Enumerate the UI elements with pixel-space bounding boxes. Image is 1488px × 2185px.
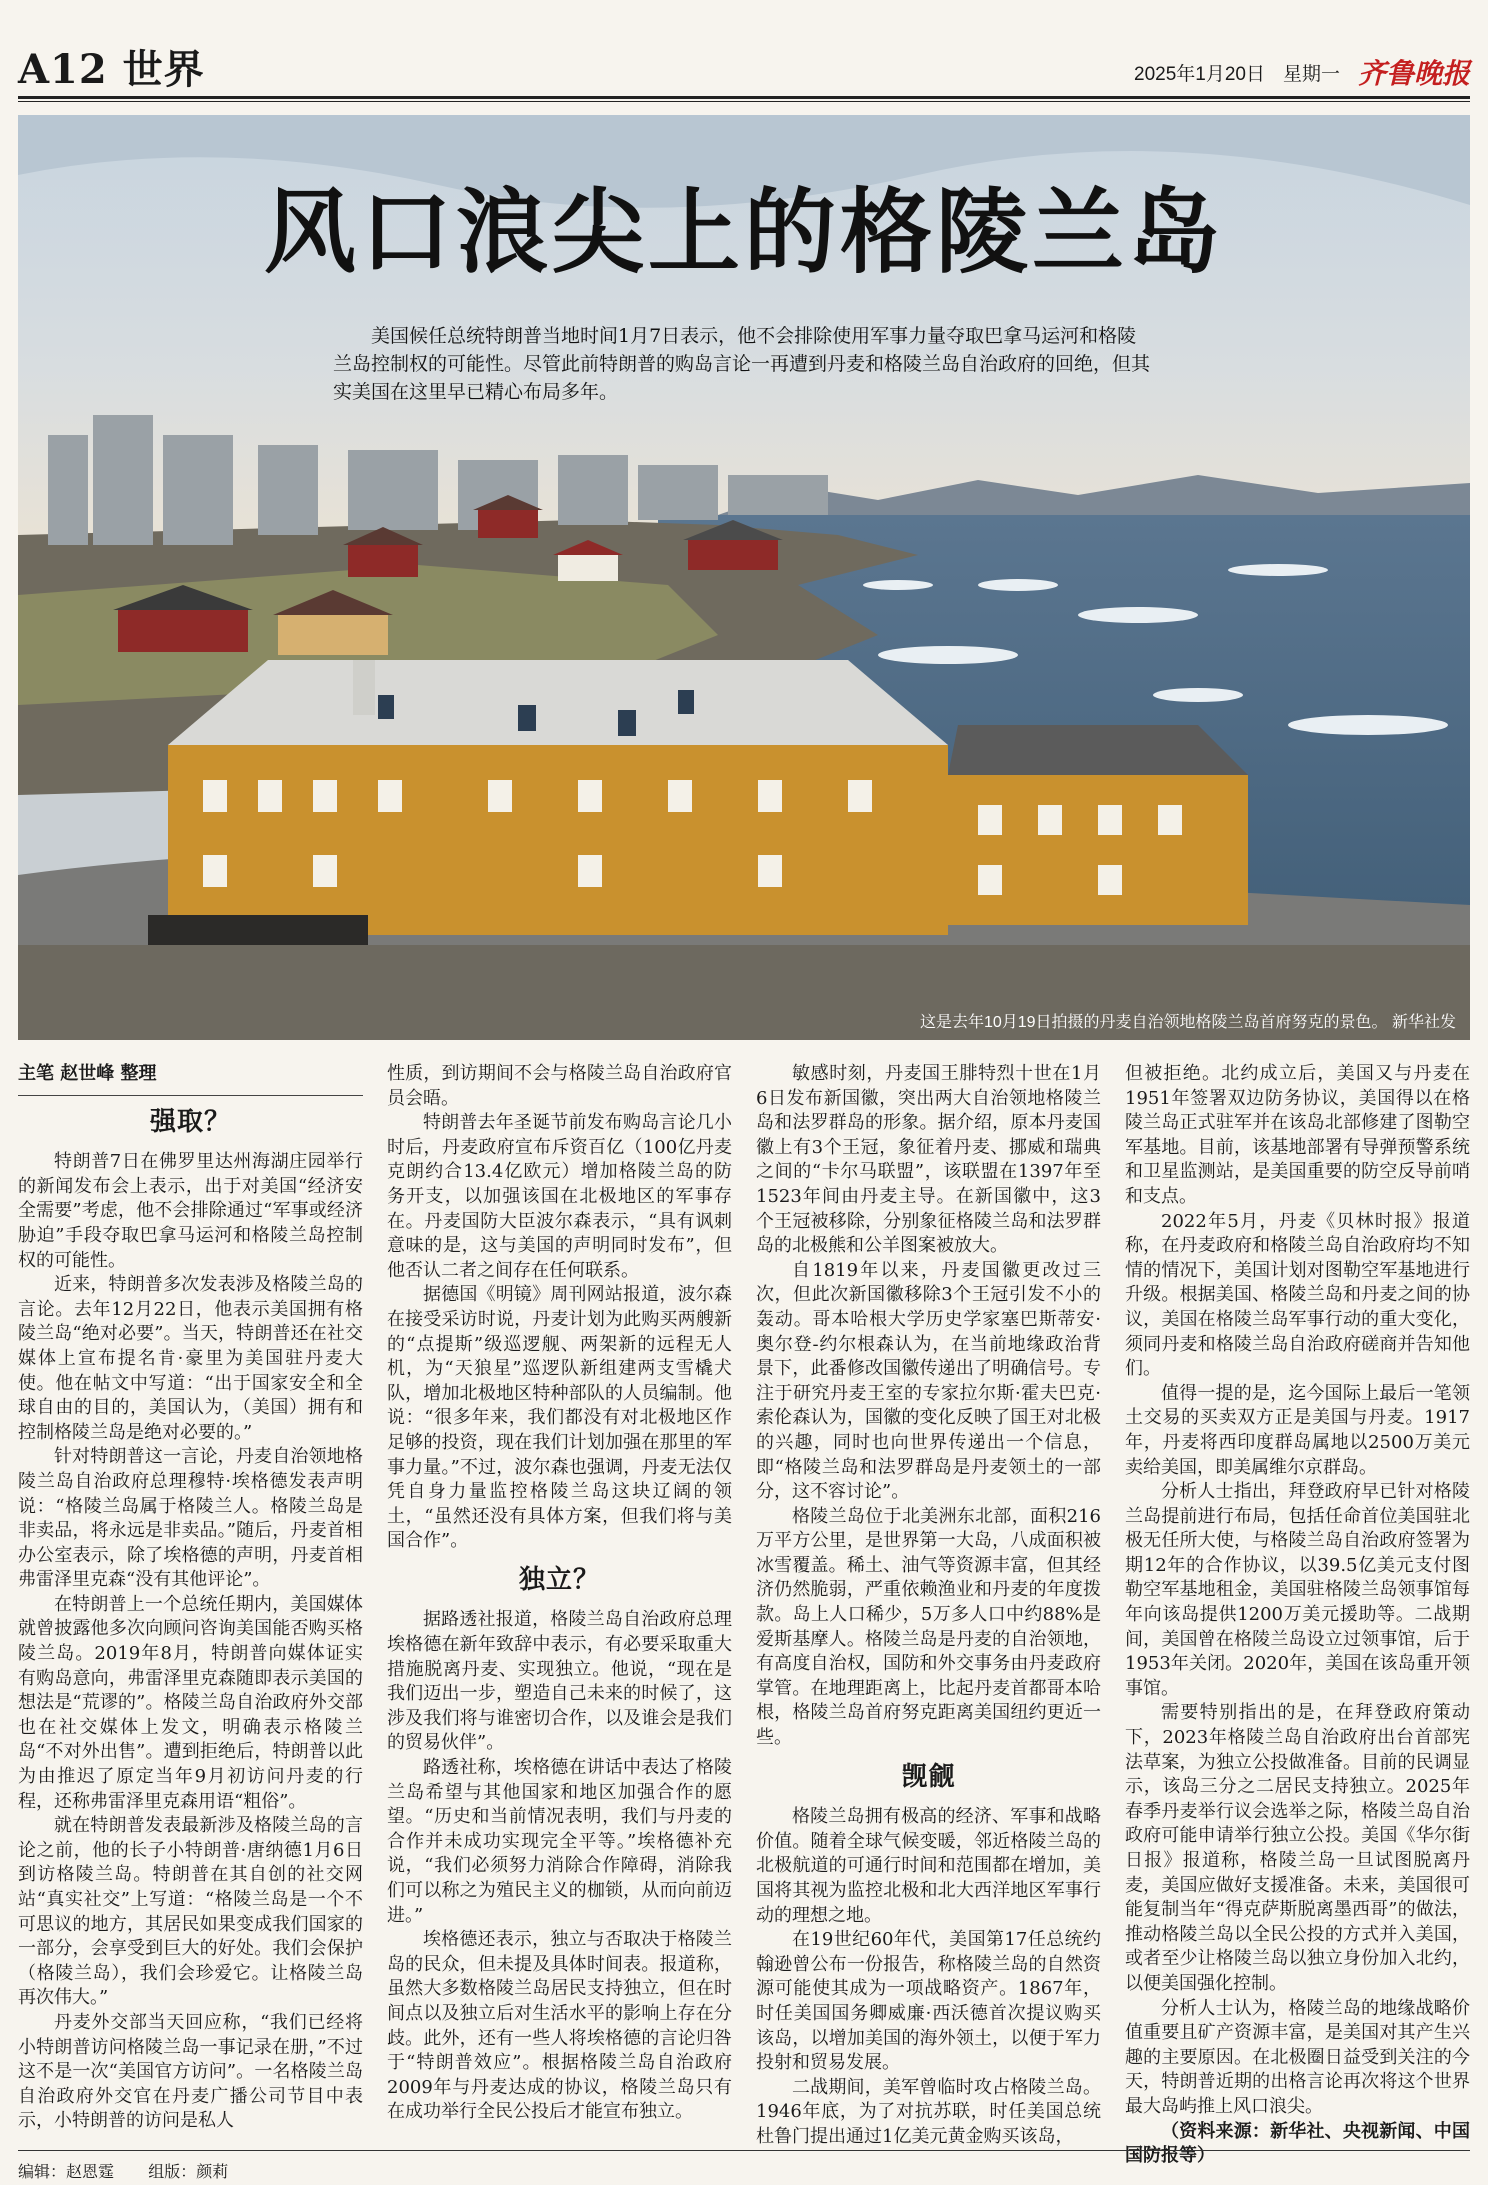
paragraph: 性质，到访期间不会与格陵兰岛自治政府官员会晤。: [387, 1063, 732, 1109]
paragraph: 敏感时刻，丹麦国王腓特烈十世在1月6日发布新国徽，突出两大自治领地格陵兰岛和法罗群岛的形象。据介绍，原本丹麦国徽上有3个王冠，象征着丹麦、挪威和瑞典之间的“卡尔马联盟”，该联盟在1397年至1523年间由丹麦主导。在新国徽中，这3个王冠被移除，分别象征格陵兰岛和法罗群岛的北极熊和公羊图案被放大。: [756, 1063, 1101, 1257]
page-footer: [18, 2150, 1470, 2182]
paragraph: 丹麦外交部当天回应称，“我们已经将小特朗普访问格陵兰岛一事记录在册，”不过这不是一次“美国官方访问”。一名格陵兰岛自治政府外交官在丹麦广播公司节目中表示，小特朗普的访问是私人: [18, 2011, 363, 2132]
paragraph: 值得一提的是，迄今国际上最后一笔领土交易的买卖双方正是美国与丹麦。1917年，丹麦将西印度群岛属地以2500万美元卖给美国，即美属维尔京群岛。: [1125, 1382, 1470, 1478]
paragraph: 据德国《明镜》周刊网站报道，波尔森在接受采访时说，丹麦计划为此购买两艘新的“点提斯”级巡逻舰、两架新的远程无人机，为“天狼星”巡逻队新组建两支雪橇犬队，增加北极地区特种部队的人员编制。他说：“很多年来，我们都没有对北极地区作足够的投资，现在我们计划加强在那里的军事力量。”不过，波尔森也强调，丹麦无法仅凭自身力量监控格陵兰岛这块辽阔的领土，“虽然还没有具体方案，但我们将与美国合作”。: [387, 1284, 732, 1552]
source-note: （资料来源：新华社、央视新闻、中国国防报等）: [1125, 2120, 1470, 2167]
header-rule: [18, 96, 1470, 99]
paragraph: 自1819年以来，丹麦国徽更改过三次，但此次新国徽移除3个王冠引发不小的轰动。哥本哈根大学历史学家塞巴斯蒂安·奥尔登-约尔根森认为，在当前地缘政治背景下，此番修改国徽传递出了明确信号。专注于研究丹麦王室的专家拉尔斯·霍夫巴克·索伦森认为，国徽的变化反映了国王对北极的兴趣，同时也向世界传递出一个信息，即“格陵兰岛和法罗群岛是丹麦领土的一部分，这不容讨论”。: [756, 1259, 1101, 1503]
section-heading-jiyu: 觊觎: [901, 1761, 956, 1792]
paragraph: 针对特朗普这一言论，丹麦自治领地格陵兰岛自治政府总理穆特·埃格德发表声明说：“格陵兰岛属于格陵兰人。格陵兰岛是非卖品，将永远是非卖品。”随后，丹麦首相办公室表示，除了埃格德的声明，丹麦首相弗雷泽里克森“没有其他评论”。: [18, 1446, 363, 1591]
issue-date: 2025年1月20日: [1134, 63, 1265, 85]
header-rule-thin: [18, 101, 1470, 102]
paragraph: 近来，特朗普多次发表涉及格陵兰岛的言论。去年12月22日，他表示美国拥有格陵兰岛“绝对必要”。当天，特朗普还在社交媒体上宣布提名肯·豪里为美国驻丹麦大使。他在帖文中写道：“出于国家安全和全球自由的目的，美国认为，（美国）拥有和控制格陵兰岛是绝对必要的。”: [18, 1274, 363, 1443]
article-column-1: [18, 1062, 363, 2137]
newspaper-logo: 齐鲁晚报: [1357, 57, 1470, 90]
paragraph: 格陵兰岛拥有极高的经济、军事和战略价值。随着全球气候变暖，邻近格陵兰岛的北极航道的可通行时间和范围都在增加，美国将其视为监控北极和北大西洋地区军事行动的理想之地。: [756, 1806, 1101, 1926]
layout-credit: 组版：颜莉: [148, 2162, 229, 2181]
wooden-deck: [148, 915, 368, 945]
feature-photo: [18, 115, 1470, 1040]
article-column-2: [387, 1062, 732, 2137]
issue-weekday: 星期一: [1282, 63, 1340, 85]
paragraph: 需要特别指出的是，在拜登政府策动下，2023年格陵兰岛自治政府出台首部宪法草案，为独立公投做准备。目前的民调显示，该岛三分之二居民支持独立。2025年春季丹麦举行议会选举之际，格陵兰岛自治政府可能申请举行独立公投。美国《华尔街日报》报道称，格陵兰岛一旦试图脱离丹麦，美国应做好支援准备。未来，美国很可能复制当年“得克萨斯脱离墨西哥”的做法，推动格陵兰岛以全民公投的方式并入美国，或者至少让格陵兰岛以独立身份加入北约，以便美国强化控制。: [1125, 1702, 1470, 1994]
paragraph: 但被拒绝。北约成立后，美国又与丹麦在1951年签署双边防务协议，美国得以在格陵兰岛正式驻军并在该岛北部修建了图勒空军基地。目前，该基地部署有导弹预警系统和卫星监测站，是美国重要的防空反导前哨和支点。: [1125, 1063, 1470, 1207]
paragraph: 特朗普去年圣诞节前发布购岛言论几小时后，丹麦政府宣布斥资百亿（100亿丹麦克朗约合13.4亿欧元）增加格陵兰岛的防务开支，以加强该国在北极地区的军事存在。丹麦国防大臣波尔森表示，“具有讽刺意味的是，这与美国的声明同时发布”，但他否认二者之间存在任何联系。: [387, 1112, 732, 1281]
photo-caption: 这是去年10月19日拍摄的丹麦自治领地格陵兰岛首府努克的景色。 新华社发: [919, 1014, 1456, 1031]
feature-headline: 风口浪尖上的格陵兰岛: [263, 178, 1224, 286]
paragraph: 在特朗普上一个总统任期内，美国媒体就曾披露他多次向顾问咨询美国能否购买格陵兰岛。2019年8月，特朗普向媒体证实有购岛意向，弗雷泽里克森随即表示美国的想法是“荒谬的”。格陵兰岛自治政府外交部也在社交媒体上发文，明确表示格陵兰岛“不对外出售”。遭到拒绝后，特朗普以此为由推迟了原定当年9月初访问丹麦的行程，还称弗雷泽里克森用语“粗俗”。: [18, 1593, 363, 1812]
paragraph: 2022年5月，丹麦《贝林时报》报道称，在丹麦政府和格陵兰岛自治政府均不知情的情况下，美国计划对图勒空军基地进行升级。根据美国、格陵兰岛和丹麦之间的协议，美国在格陵兰岛军事行动的重大变化，须同丹麦和格陵兰岛自治政府磋商并告知他们。: [1125, 1210, 1470, 1380]
article-body: [18, 1062, 1470, 2167]
page-header: [18, 38, 1470, 98]
section-heading-qiangqu: 强取？: [149, 1106, 231, 1137]
section-heading-duli: 独立？: [518, 1564, 600, 1595]
paragraph: 分析人士认为，格陵兰岛的地缘战略价值重要且矿产资源丰富，是美国对其产生兴趣的主要原因。在北极圈日益受到关注的今天，特朗普近期的出格言论再次将这个世界最大岛屿推上风口浪尖。: [1125, 1997, 1470, 2117]
paragraph: 据路透社报道，格陵兰岛自治政府总理埃格德在新年致辞中表示，有必要采取重大措施脱离丹麦、实现独立。他说，“现在是我们迈出一步，塑造自己未来的时候了，这涉及我们将与谁密切合作，以及谁会是我们的贸易伙伴”。: [387, 1609, 732, 1754]
paragraph: 埃格德还表示，独立与否取决于格陵兰岛的民众，但未提及具体时间表。报道称，虽然大多数格陵兰岛居民支持独立，但在时间点以及独立后对生活水平的影响上存在分歧。此外，还有一些人将埃格德的言论归咎于“特朗普效应”。根据格陵兰岛自治政府2009年与丹麦达成的协议，格陵兰岛只有在成功举行全民公投后才能宣布独立。: [387, 1929, 732, 2123]
paragraph: 特朗普7日在佛罗里达州海湖庄园举行的新闻发布会上表示，出于对美国“经济安全需要”考虑，他不会排除通过“军事或经济胁迫”手段夺取巴拿马运河和格陵兰岛控制权的可能性。: [18, 1151, 363, 1271]
page-section-label: A12 世界: [18, 46, 205, 93]
paragraph: 就在特朗普发表最新涉及格陵兰岛的言论之前，他的长子小特朗普·唐纳德1月6日到访格陵兰岛。特朗普在其自创的社交网站“真实社交”上写道：“格陵兰岛是一个不可思议的地方，其居民如果变成我们国家的一部分，会享受到巨大的好处。我们会保护（格陵兰岛），我们会珍爱它。让格陵兰岛再次伟大。”: [18, 1815, 363, 2009]
paragraph: 路透社称，埃格德在讲话中表达了格陵兰岛希望与其他国家和地区加强合作的愿望。“历史和当前情况表明，我们与丹麦的合作并未成功实现完全平等。”埃格德补充说，“我们必须努力消除合作障碍，消除我们可以称之为殖民主义的枷锁，从而向前迈进。”: [387, 1757, 732, 1926]
paragraph: 二战期间，美军曾临时攻占格陵兰岛。1946年底，为了对抗苏联，时任美国总统杜鲁门提出通过1亿美元黄金购买该岛，: [756, 2076, 1101, 2147]
paragraph: 格陵兰岛位于北美洲东北部，面积216万平方公里，是世界第一大岛，八成面积被冰雪覆盖。稀土、油气等资源丰富，但其经济仍然脆弱，严重依赖渔业和丹麦的年度拨款。岛上人口稀少，5万多人口中约88%是爱斯基摩人。格陵兰岛是丹麦的自治领地，有高度自治权，国防和外交事务由丹麦政府掌管。在地理距离上，比起丹麦首都哥本哈根，格陵兰岛首府努克距离美国纽约更近一些。: [756, 1505, 1101, 1749]
paragraph: 在19世纪60年代，美国第17任总统约翰逊曾公布一份报告，称格陵兰岛的自然资源可能使其成为一项战略资产。1867年，时任美国国务卿威廉·西沃德首次提议购买该岛，以增加美国的海外领土，以便于军力投射和贸易发展。: [756, 1929, 1101, 2074]
editor-credit: 编辑：赵恩霆: [18, 2162, 115, 2181]
article-column-4: [1125, 1062, 1470, 2167]
byline: 主笔 赵世峰 整理: [18, 1062, 363, 1096]
feature-lead: 美国候任总统特朗普当地时间1月7日表示，他不会排除使用军事力量夺取巴拿马运河和格陵兰岛控制权的可能性。尽管此前特朗普的购岛言论一再遭到丹麦和格陵兰岛自治政府的回绝，但其实美国在这里早已精心布局多年。: [333, 325, 1151, 403]
paragraph: 分析人士指出，拜登政府早已针对格陵兰岛提前进行布局，包括任命首位美国驻北极无任所大使，与格陵兰岛自治政府签署为期12年的合作协议，以39.5亿美元支付图勒空军基地租金，美国驻格陵兰岛领事馆每年向该岛提供1200万美元援助等。二战期间，美国曾在格陵兰岛设立过领事馆，后于1953年关闭。2020年，美国在该岛重开领事馆。: [1125, 1481, 1470, 1699]
article-column-3: [756, 1062, 1101, 2147]
header-meta: [1134, 52, 1470, 92]
